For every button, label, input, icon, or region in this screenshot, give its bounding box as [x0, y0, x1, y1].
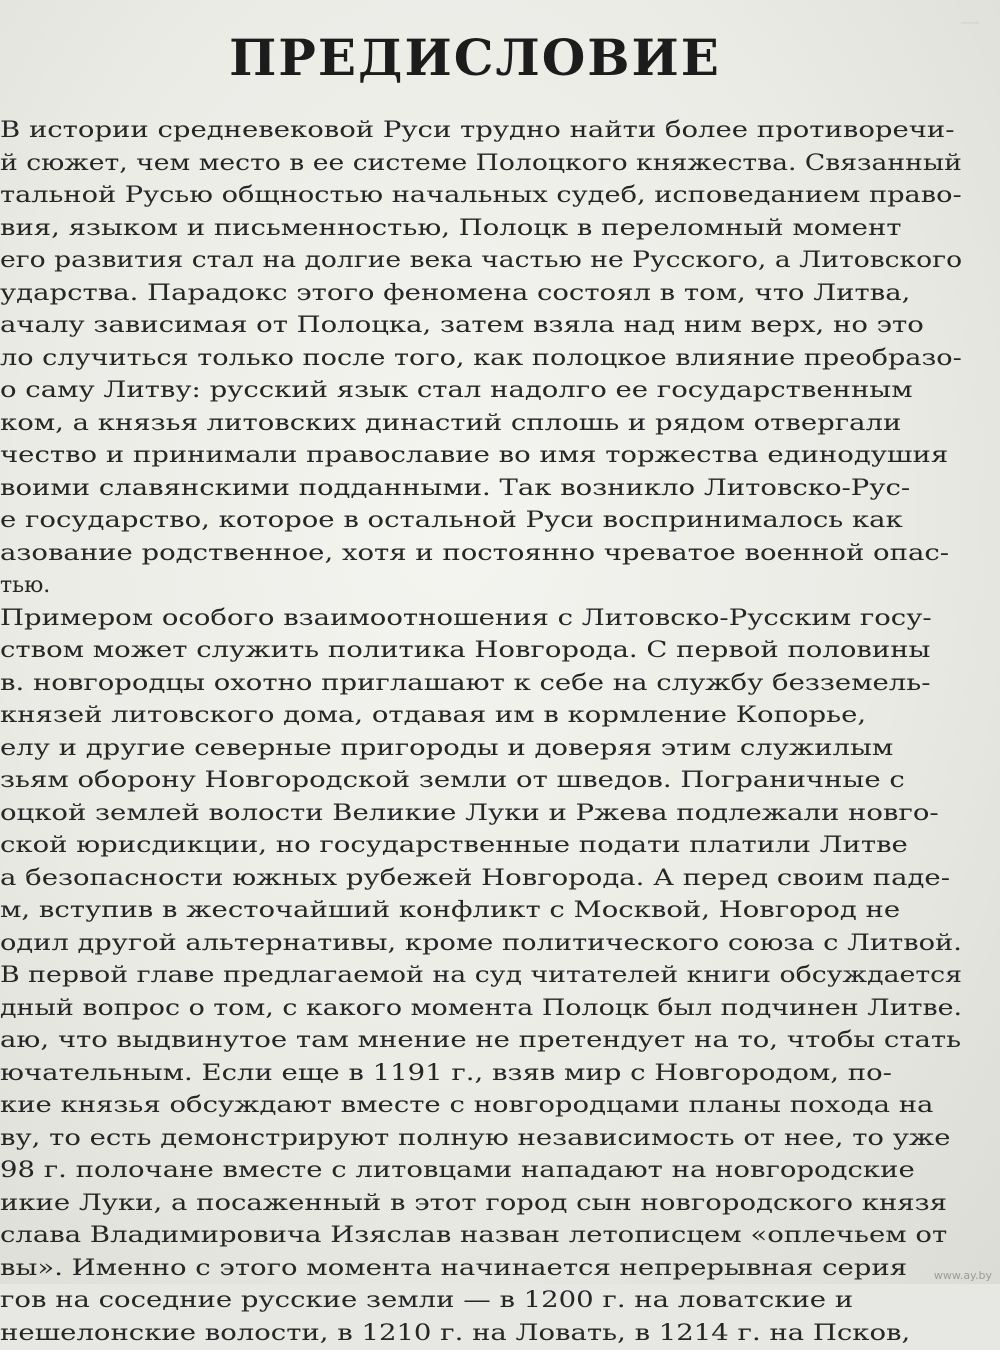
- text-line-content: ву, то есть демонстрируют полную независимость от нее, то уже: [0, 1125, 951, 1151]
- text-line-content: ской юрисдикции, но государственные подати платили Литве: [0, 833, 908, 858]
- text-line-content: м, вступив в жесточайший конфликт с Москвой, Новгород не: [0, 898, 901, 923]
- text-line-content: вия, языком и письменностью, Полоцк в переломный момент: [0, 215, 902, 241]
- text-line: [0, 537, 970, 570]
- text-line-content: Примером особого взаимоотношения с Литовско-Русским госу-: [0, 605, 932, 631]
- text-line: [0, 667, 970, 700]
- text-line: [0, 1317, 970, 1350]
- text-line: [0, 699, 970, 732]
- text-line: [0, 1252, 970, 1285]
- text-line: [0, 732, 970, 765]
- text-line: [0, 764, 970, 797]
- text-line-content: а безопасности южных рубежей Новгорода. А перед своим паде-: [0, 865, 950, 891]
- text-line: [0, 1057, 970, 1090]
- text-line-content: гов на соседние русские земли — в 1200 г. на ловатские и: [0, 1288, 854, 1313]
- text-line: [0, 862, 970, 895]
- text-line: [0, 1219, 970, 1252]
- text-line: [0, 1154, 970, 1187]
- text-line: [0, 959, 970, 992]
- text-line: [0, 797, 970, 830]
- text-line-content: кие князья обсуждают вместе с новгородцами планы похода на: [0, 1093, 934, 1118]
- text-line-content: елу и другие северные пригороды и доверяя этим служилым: [0, 735, 894, 761]
- text-line-content: ло случиться только после того, как полоцкое влияние преобразо-: [0, 345, 962, 371]
- text-line: [0, 504, 970, 537]
- text-line: [0, 1024, 970, 1057]
- text-line: [0, 1187, 970, 1220]
- text-line: [0, 244, 970, 277]
- text-line: [0, 927, 970, 960]
- bleed-through-text: —: [960, 9, 980, 33]
- text-line-content: дный вопрос о том, с какого момента Полоцк был подчинен Литве.: [0, 995, 963, 1021]
- text-line: [0, 634, 970, 667]
- text-line: [0, 439, 970, 472]
- text-line: [0, 147, 970, 180]
- text-line: [0, 1089, 970, 1122]
- text-line: [0, 179, 970, 212]
- text-line: [0, 894, 970, 927]
- text-line-content: о саму Литву: русский язык стал надолго ее государственным: [0, 378, 913, 403]
- text-line-content: ачалу зависимая от Полоцка, затем взяла над ним верх, но это: [0, 313, 924, 338]
- text-line: [0, 277, 970, 310]
- text-line: [0, 212, 970, 245]
- text-line-content: аю, что выдвинутое там мнение не претендует на то, чтобы стать: [0, 1028, 962, 1053]
- text-line: [0, 407, 970, 440]
- text-line: [0, 309, 970, 342]
- text-line-content: его развития стал на долгие века частью не Русского, а Литовского: [0, 248, 963, 273]
- watermark: www.ay.by: [933, 1269, 992, 1282]
- text-line-content: воими славянскими подданными. Так возникло Литовско-Рус-: [0, 475, 911, 501]
- text-line-content: вы». Именно с этого момента начинается непрерывная серия: [0, 1255, 908, 1281]
- text-line-content: ючательным. Если еще в 1191 г., взяв мир с Новгородом, по-: [0, 1060, 892, 1086]
- text-line: [0, 342, 970, 375]
- text-line: [0, 829, 970, 862]
- text-line: [0, 1122, 970, 1155]
- text-line-content: одил другой альтернативы, кроме политического союза с Литвой.: [0, 930, 962, 956]
- text-line: [0, 472, 970, 505]
- text-line-content: в. новгородцы охотно приглашают к себе на службу безземель-: [0, 670, 931, 696]
- text-line-content: слава Владимировича Изяслав назван летописцем «оплечьем от: [0, 1223, 948, 1248]
- text-line-content: тью.: [0, 573, 51, 598]
- text-line-content: В истории средневековой Руси трудно найти более противоречи-: [0, 118, 955, 143]
- text-line: [0, 374, 970, 407]
- text-line-content: ством может служить политика Новгорода. С первой половины: [0, 638, 931, 663]
- text-line-content: нешелонские волости, в 1210 г. на Ловать, в 1214 г. на Псков,: [0, 1320, 911, 1346]
- text-line: [0, 1284, 970, 1317]
- text-line-content: чество и принимали православие во имя торжества единодушия: [0, 443, 949, 468]
- text-line-content: 98 г. полочане вместе с литовцами нападают на новгородские: [0, 1158, 915, 1183]
- text-line-content: й сюжет, чем место в ее системе Полоцкого княжества. Связанный: [0, 150, 962, 176]
- text-line-content: оцкой землей волости Великие Луки и Ржева подлежали новго-: [0, 800, 939, 826]
- text-line-content: ударства. Парадокс этого феномена состоял в том, что Литва,: [0, 280, 911, 306]
- text-line: [0, 992, 970, 1025]
- text-line-content: азование родственное, хотя и постоянно чреватое военной опас-: [0, 540, 950, 566]
- text-line: [0, 602, 970, 635]
- text-line-content: ком, а князья литовских династий сплошь и рядом отвергали: [0, 410, 902, 436]
- text-line-content: тальной Русью общностью начальных судеб, исповеданием право-: [0, 183, 962, 208]
- text-line-content: икие Луки, а посаженный в этот город сын новгородского князя: [0, 1190, 947, 1216]
- page-title: ПРЕДИСЛОВИЕ: [229, 28, 721, 87]
- text-line-content: е государство, которое в остальной Руси воспринималось как: [0, 508, 903, 533]
- text-line: [0, 569, 970, 602]
- text-line-content: В первой главе предлагаемой на суд читателей книги обсуждается: [0, 963, 963, 988]
- text-line-content: князей литовского дома, отдавая им в кормление Копорье,: [0, 703, 867, 728]
- text-line: [0, 114, 970, 147]
- text-line-content: зьям оборону Новгородской земли от шведов. Пограничные с: [0, 768, 905, 793]
